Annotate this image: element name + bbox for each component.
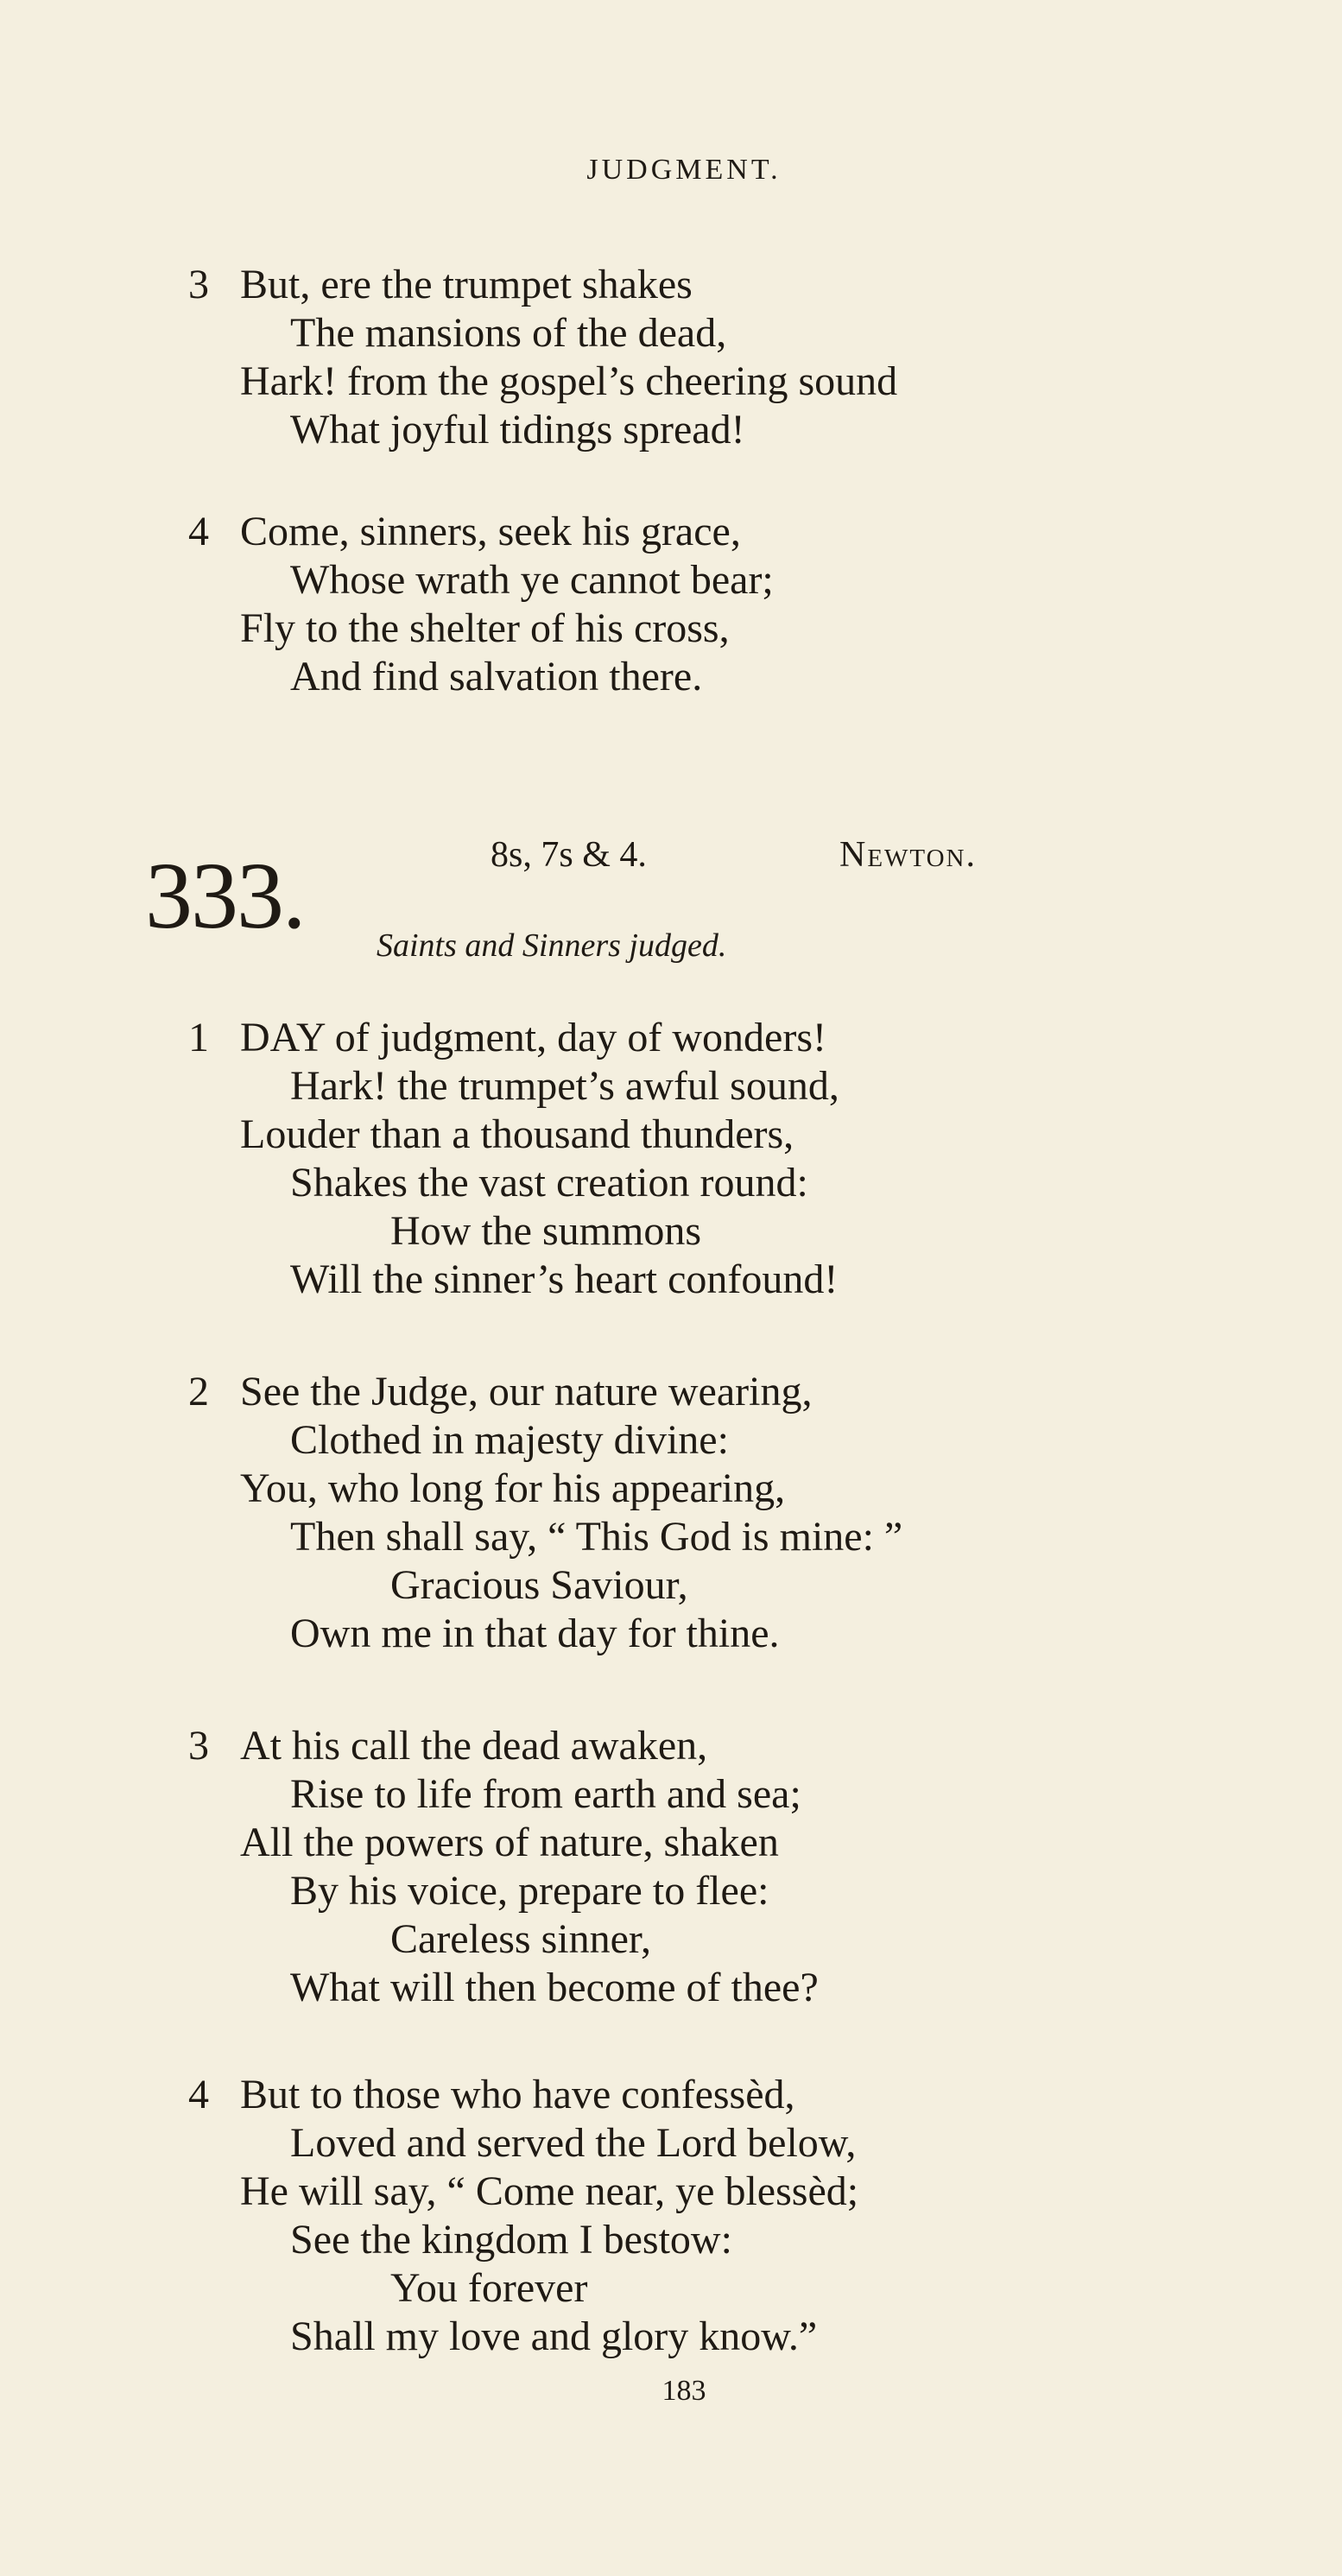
hymn-meter: 8s, 7s & 4. (491, 835, 647, 875)
stanza-number: 2 (188, 1369, 209, 1415)
running-head: JUDGMENT. (586, 154, 782, 186)
stanza-line: Will the sinner’s heart confound! (290, 1256, 839, 1302)
stanza-line: How the summons (390, 1208, 701, 1254)
stanza-number: 3 (188, 1723, 209, 1769)
stanza-line: Come, sinners, seek his grace, (240, 509, 741, 554)
stanza-line: Shall my love and glory know.” (290, 2313, 818, 2359)
hymn-number: 333. (145, 843, 305, 948)
stanza-line: But to those who have confessèd, (240, 2072, 795, 2117)
stanza-line: You, who long for his appearing, (240, 1465, 786, 1511)
stanza-line: Fly to the shelter of his cross, (240, 605, 730, 651)
stanza-line: DAY of judgment, day of wonders! (240, 1015, 827, 1060)
stanza-line: Own me in that day for thine. (290, 1611, 780, 1656)
page-number: 183 (662, 2375, 706, 2407)
stanza-line: Shakes the vast creation round: (290, 1160, 808, 1206)
stanza-line: And find salvation there. (290, 654, 703, 699)
stanza-line: Then shall say, “ This God is mine: ” (290, 1514, 903, 1560)
stanza-line: See the kingdom I bestow: (290, 2217, 732, 2263)
stanza-line: Careless sinner, (390, 1916, 651, 1962)
stanza-number: 3 (188, 262, 209, 307)
stanza-number: 4 (188, 2072, 209, 2117)
stanza-line: Louder than a thousand thunders, (240, 1111, 794, 1157)
stanza-line: By his voice, prepare to flee: (290, 1868, 769, 1914)
stanza-line: Loved and served the Lord below, (290, 2120, 857, 2166)
stanza-line: All the powers of nature, shaken (240, 1820, 779, 1865)
stanza-line: What joyful tidings spread! (290, 407, 745, 453)
stanza-line: Clothed in majesty divine: (290, 1417, 729, 1463)
stanza-line: You forever (390, 2265, 588, 2311)
stanza-line: What will then become of thee? (290, 1965, 819, 2010)
hymn-tune: Newton. (839, 835, 977, 875)
stanza-line: But, ere the trumpet shakes (240, 262, 693, 307)
stanza-line: The mansions of the dead, (290, 310, 727, 356)
stanza-line: Whose wrath ye cannot bear; (290, 557, 774, 603)
stanza-line: Rise to life from earth and sea; (290, 1771, 801, 1817)
stanza-line: See the Judge, our nature wearing, (240, 1369, 813, 1415)
stanza-line: He will say, “ Come near, ye blessèd; (240, 2168, 859, 2214)
stanza-number: 4 (188, 509, 209, 554)
stanza-line: Hark! the trumpet’s awful sound, (290, 1063, 839, 1109)
stanza-number: 1 (188, 1015, 209, 1060)
stanza-line: Gracious Saviour, (390, 1562, 688, 1608)
hymn-subtitle: Saints and Sinners judged. (377, 927, 727, 964)
stanza-line: Hark! from the gospel’s cheering sound (240, 358, 898, 404)
stanza-line: At his call the dead awaken, (240, 1723, 708, 1769)
